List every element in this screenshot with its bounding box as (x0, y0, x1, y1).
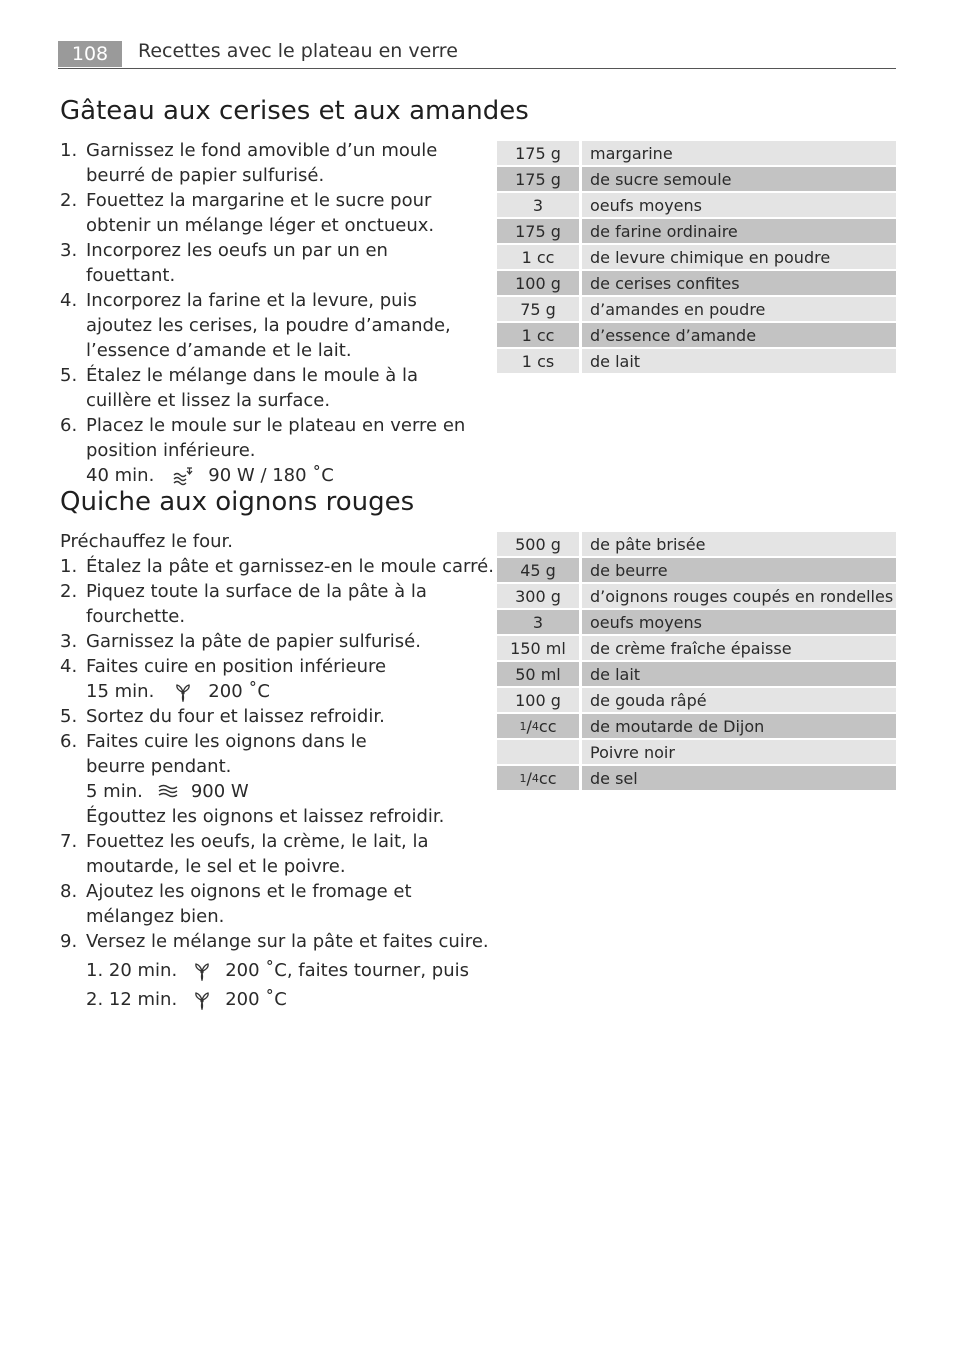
page-number: 108 (58, 41, 122, 67)
table-row (497, 167, 896, 191)
step-text: Faites cuire les oignons dans le beurre pendant. (86, 731, 367, 777)
ingredient-qty: 300 g (497, 584, 579, 608)
ingredient-qty: 3 (497, 610, 579, 634)
step-number: 4. (60, 290, 78, 311)
fraction-numerator: 1 (519, 771, 527, 785)
list-item (60, 654, 480, 679)
step-text: Ajoutez les oignons et le fromage et mélangez bien. (86, 881, 412, 927)
setting-value: 200 ˚C (225, 989, 287, 1010)
step-text: Garnissez le fond amovible d’un moule beurré de papier sulfurisé. (86, 140, 438, 186)
ingredient-name: de moutarde de Dijon (582, 714, 896, 738)
ingredient-name: de levure chimique en poudre (582, 245, 896, 269)
ingredient-qty: 1 cc (497, 245, 579, 269)
running-title: Recettes avec le plateau en verre (138, 40, 458, 62)
ingredient-qty: 1 / 4 cc (497, 766, 579, 790)
fraction-unit: cc (538, 768, 557, 788)
ingredient-qty: 45 g (497, 558, 579, 582)
table-row (497, 610, 896, 634)
setting-time: 40 min. (86, 465, 155, 486)
ingredient-qty (497, 740, 579, 764)
microwave-icon (157, 782, 179, 802)
ingredient-qty: 75 g (497, 297, 579, 321)
recipe1-steps (60, 138, 480, 488)
ingredient-qty: 1 cc (497, 323, 579, 347)
ingredient-qty: 100 g (497, 271, 579, 295)
step-number: 9. (60, 931, 78, 952)
step-text: Étalez la pâte et garnissez-en le moule carré. (86, 556, 494, 577)
step-text: Incorporez la farine et la levure, puis ajoutez les cerises, la poudre d’amande, l’essence d’amande et le lait. (86, 290, 451, 361)
list-item (60, 413, 480, 463)
ingredient-name: de sucre semoule (582, 167, 896, 191)
list-item (60, 579, 480, 629)
table-row (497, 323, 896, 347)
table-row (497, 532, 896, 556)
cooking-setting (60, 987, 480, 1012)
ingredient-name: de farine ordinaire (582, 219, 896, 243)
step-text: Garnissez la pâte de papier sulfurisé. (86, 631, 421, 652)
table-row (497, 297, 896, 321)
table-row (497, 193, 896, 217)
step-number: 2. (60, 581, 78, 602)
list-item (60, 704, 480, 729)
ingredient-qty: 50 ml (497, 662, 579, 686)
setting-time: 2. 12 min. (86, 989, 178, 1010)
list-item (60, 879, 480, 929)
step-text: Fouettez les oeufs, la crème, le lait, la moutarde, le sel et le poivre. (86, 831, 429, 877)
step-text: Incorporez les oeufs un par un en fouettant. (86, 240, 388, 286)
table-row (497, 558, 896, 582)
step-text: Fouettez la margarine et le sucre pour obtenir un mélange léger et onctueux. (86, 190, 435, 236)
list-item (60, 188, 480, 238)
ingredient-name: d’essence d’amande (582, 323, 896, 347)
combi-grill-icon (172, 466, 194, 486)
list-item (60, 363, 480, 413)
step-number: 1. (60, 140, 78, 161)
ingredient-name: de sel (582, 766, 896, 790)
ingredient-qty: 150 ml (497, 636, 579, 660)
ingredient-name: de crème fraîche épaisse (582, 636, 896, 660)
hot-air-fan-icon (191, 990, 213, 1010)
ingredient-name: de lait (582, 349, 896, 373)
list-item (60, 829, 480, 879)
ingredient-qty: 175 g (497, 219, 579, 243)
fraction-denominator: 4 (531, 771, 539, 785)
ingredient-name: Poivre noir (582, 740, 896, 764)
cooking-setting (60, 679, 480, 704)
step-number: 5. (60, 706, 78, 727)
list-item (60, 729, 480, 779)
setting-value: 200 ˚C (208, 681, 270, 702)
list-item (60, 629, 480, 654)
step-number: 3. (60, 240, 78, 261)
step-text: Égouttez les oignons et laissez refroidir. (86, 806, 445, 827)
list-item (60, 288, 480, 363)
table-row (497, 584, 896, 608)
header-rule (58, 68, 896, 69)
fraction-numerator: 1 (519, 719, 527, 733)
ingredient-qty: 1 / 4 cc (497, 714, 579, 738)
step-number: 7. (60, 831, 78, 852)
table-row (497, 740, 896, 764)
step-number: 4. (60, 656, 78, 677)
hot-air-fan-icon (172, 682, 194, 702)
fraction-denominator: 4 (531, 719, 539, 733)
table-row (497, 662, 896, 686)
table-row (497, 766, 896, 790)
list-item (60, 554, 494, 579)
setting-time: 1. 20 min. (86, 960, 178, 981)
setting-time: 15 min. (86, 681, 155, 702)
list-item (60, 929, 489, 954)
step-text: Placez le moule sur le plateau en verre en position inférieure. (86, 415, 466, 461)
recipe2-ingredients-table (497, 532, 896, 792)
ingredient-name: d’amandes en poudre (582, 297, 896, 321)
ingredient-name: d’oignons rouges coupés en rondelles (582, 584, 896, 608)
ingredient-name: de beurre (582, 558, 896, 582)
step-number: 5. (60, 365, 78, 386)
table-row (497, 688, 896, 712)
step-text: Piquez toute la surface de la pâte à la fourchette. (86, 581, 427, 627)
step-text: Versez le mélange sur la pâte et faites cuire. (86, 931, 489, 952)
intro-text: Préchauffez le four. (60, 531, 234, 552)
recipe-title-onion-quiche: Quiche aux oignons rouges (60, 487, 415, 517)
ingredient-qty: 1 cs (497, 349, 579, 373)
ingredient-name: de lait (582, 662, 896, 686)
table-row (497, 349, 896, 373)
list-item (60, 138, 480, 188)
recipe-title-cherry-cake: Gâteau aux cerises et aux amandes (60, 96, 529, 126)
ingredient-qty: 175 g (497, 167, 579, 191)
ingredient-qty: 175 g (497, 141, 579, 165)
recipe1-ingredients-table (497, 141, 896, 375)
step-number: 6. (60, 415, 78, 436)
setting-value: 900 W (190, 781, 249, 802)
recipe2-steps (60, 529, 494, 1012)
ingredient-qty: 500 g (497, 532, 579, 556)
ingredient-name: margarine (582, 141, 896, 165)
table-row (497, 636, 896, 660)
setting-time: 5 min. (86, 781, 143, 802)
ingredient-name: de gouda râpé (582, 688, 896, 712)
table-row (497, 245, 896, 269)
table-row (497, 141, 896, 165)
step-number: 8. (60, 881, 78, 902)
step-text: Étalez le mélange dans le moule à la cuillère et lissez la surface. (86, 365, 419, 411)
step-text: Faites cuire en position inférieure (86, 656, 387, 677)
fraction-unit: cc (538, 716, 557, 736)
table-row (497, 714, 896, 738)
step-number: 6. (60, 731, 78, 752)
setting-value: 90 W / 180 ˚C (208, 465, 334, 486)
step-number: 2. (60, 190, 78, 211)
ingredient-name: oeufs moyens (582, 610, 896, 634)
hot-air-fan-icon (191, 961, 213, 981)
cooking-setting (60, 958, 480, 983)
cooking-setting (60, 463, 480, 488)
setting-value: 200 ˚C, faites tourner, puis (225, 960, 469, 981)
ingredient-qty: 100 g (497, 688, 579, 712)
step-text: Sortez du four et laissez refroidir. (86, 706, 385, 727)
ingredient-name: oeufs moyens (582, 193, 896, 217)
table-row (497, 219, 896, 243)
ingredient-name: de cerises confites (582, 271, 896, 295)
cooking-setting (60, 779, 480, 804)
table-row (497, 271, 896, 295)
step-number: 1. (60, 556, 78, 577)
ingredient-name: de pâte brisée (582, 532, 896, 556)
step-number: 3. (60, 631, 78, 652)
ingredient-qty: 3 (497, 193, 579, 217)
list-item (60, 238, 480, 288)
